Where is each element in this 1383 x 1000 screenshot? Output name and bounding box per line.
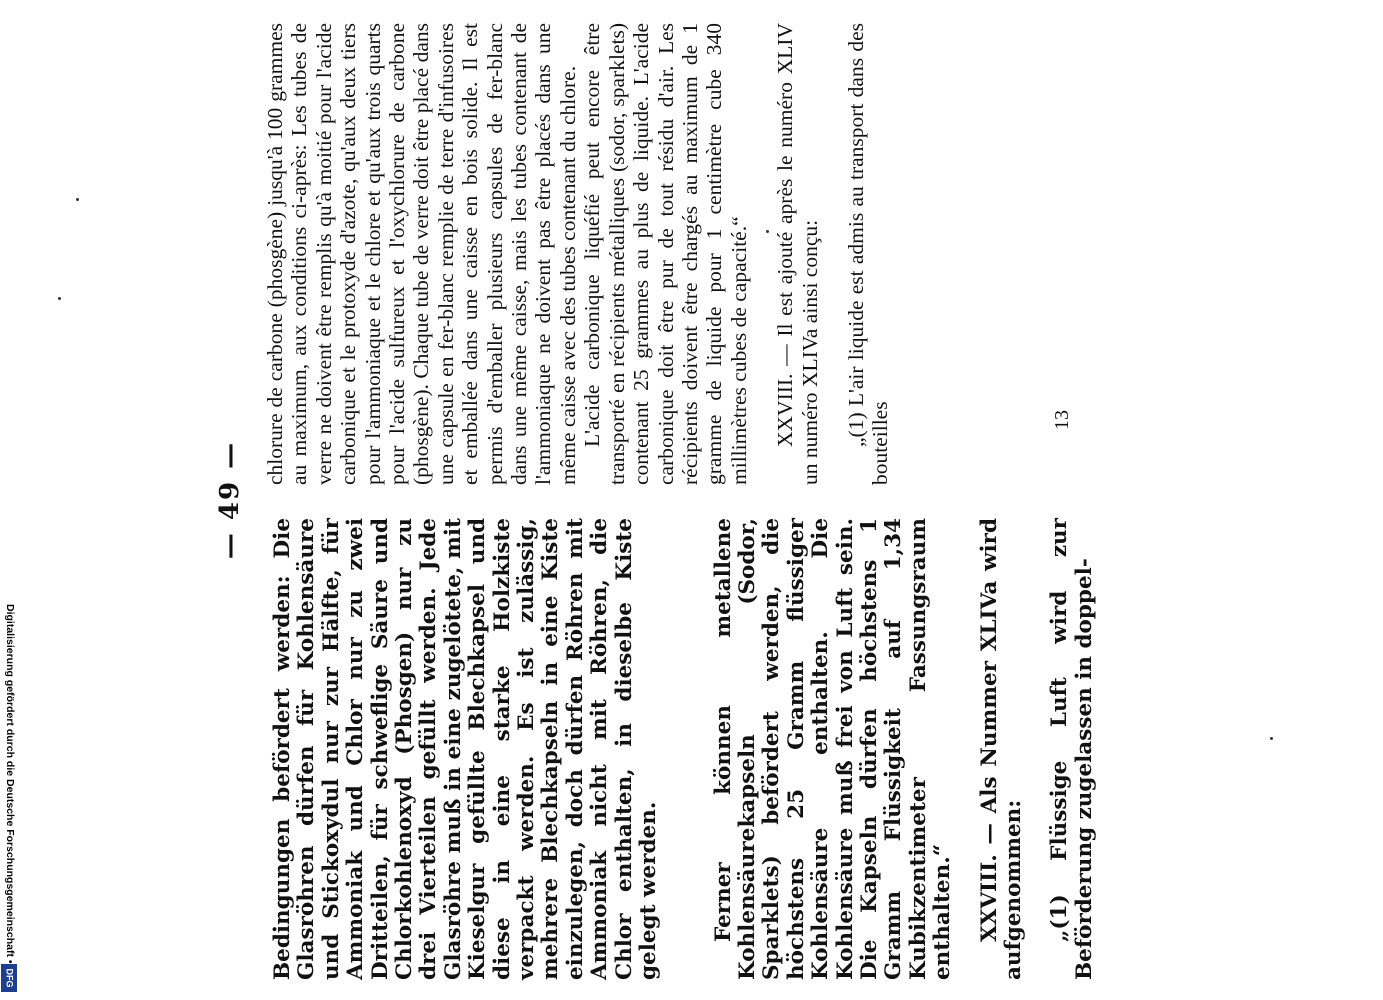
french-paragraph-2: L'acide carbonique liquéfié peut encore être transporté en récipients métalliques (sodor, sparklets) contenant 25 grammes au plus de liquide. L'acide carbonique doit être pur de tout résidu d'air. Les récipients doivent être chargés au maximum de 1 gramme de liquide pour 1 centimètre cube 340 millimètres cubes de capacité.“ xyxy=(580,23,751,485)
digitization-credit: Digitalisierung gefördert durch die Deutsche Forschungsgemeinschaft • xyxy=(4,604,16,964)
scan-speck xyxy=(58,297,61,300)
scan-speck xyxy=(76,198,79,201)
german-paragraph-4: „(1) Flüssige Luft wird zur Beförderung zugelassen in doppel- xyxy=(1047,518,1097,980)
french-paragraph-1: chlorure de carbone (phosgène) jusqu'à 100 grammes au maximum, aux conditions ci-après: Les tubes de verre ne doivent être remplis qu'à moitié pour l'acide carbonique et le protoxyde d'azote, qu'aux deux tiers pour l'ammoniaque et le chlore et qu'aux trois quarts pour l'acide sulfureux et l'oxychlorure de carbone (phosgène). Chaque tube de verre doit être placé dans une capsule en fer-blanc remplie de terre d'infusoires et emballée dans une caisse en bois solide. Il est permis d'emballer plusieurs capsules de fer-blanc dans une même caisse, mais les tubes contenant de l'ammoniaque ne doivent pas être placés dans une même caisse avec des tubes contenant du chlore. xyxy=(263,23,580,485)
dfg-logo: DFG xyxy=(1,964,17,992)
german-paragraph-3: XXVIII. — Als Nummer XLIVa wird aufgenommen: xyxy=(976,518,1026,980)
german-column xyxy=(271,518,1097,980)
printer-signature: 13 xyxy=(1051,410,1073,430)
french-paragraph-3: XXVIII. — Il est ajouté après le numéro XLIV un numéro XLIVa ainsi conçu: xyxy=(773,23,822,485)
german-paragraph-1: Bedingungen befördert werden: Die Glasröhren dürfen für Kohlensäure und Stickoxydul nur zur Hälfte, für Ammoniak und Chlor nur zu zwei Dritteilen, für schweflige Säure und Chlorkohlenoxyd (Phosgen) nur zu drei Vierteilen gefüllt werden. Jede Glasröhre muß in eine zugelötete, mit Kieselgur gefüllte Blechkapsel und diese in eine starke Holzkiste verpackt werden. Es ist zulässig, mehrere Blechkapseln in eine Kiste einzulegen, doch dürfen Röhren mit Ammoniak nicht mit Röhren, die Chlor enthalten, in dieselbe Kiste gelegt werden. xyxy=(270,518,662,980)
scan-speck xyxy=(1270,737,1273,740)
page-number: — 49 — xyxy=(215,440,245,560)
german-paragraph-2: Ferner können metallene Kohlensäurekapseln (Sodor, Sparklets) befördert werden, die höchstens 25 Gramm flüssiger Kohlensäure enthalten. Die Kohlensäure muß frei von Luft sein. Die Kapseln dürfen höchstens 1 Gramm Flüssigkeit auf 1,34 Kubikzentimeter Fassungsraum enthalten.“ xyxy=(710,518,956,980)
french-paragraph-4: „(1) L'air liquide est admis au transport dans des bouteilles xyxy=(843,23,893,485)
rotated-page xyxy=(191,0,1274,1000)
scan-speck xyxy=(766,230,769,233)
french-column xyxy=(263,23,893,485)
